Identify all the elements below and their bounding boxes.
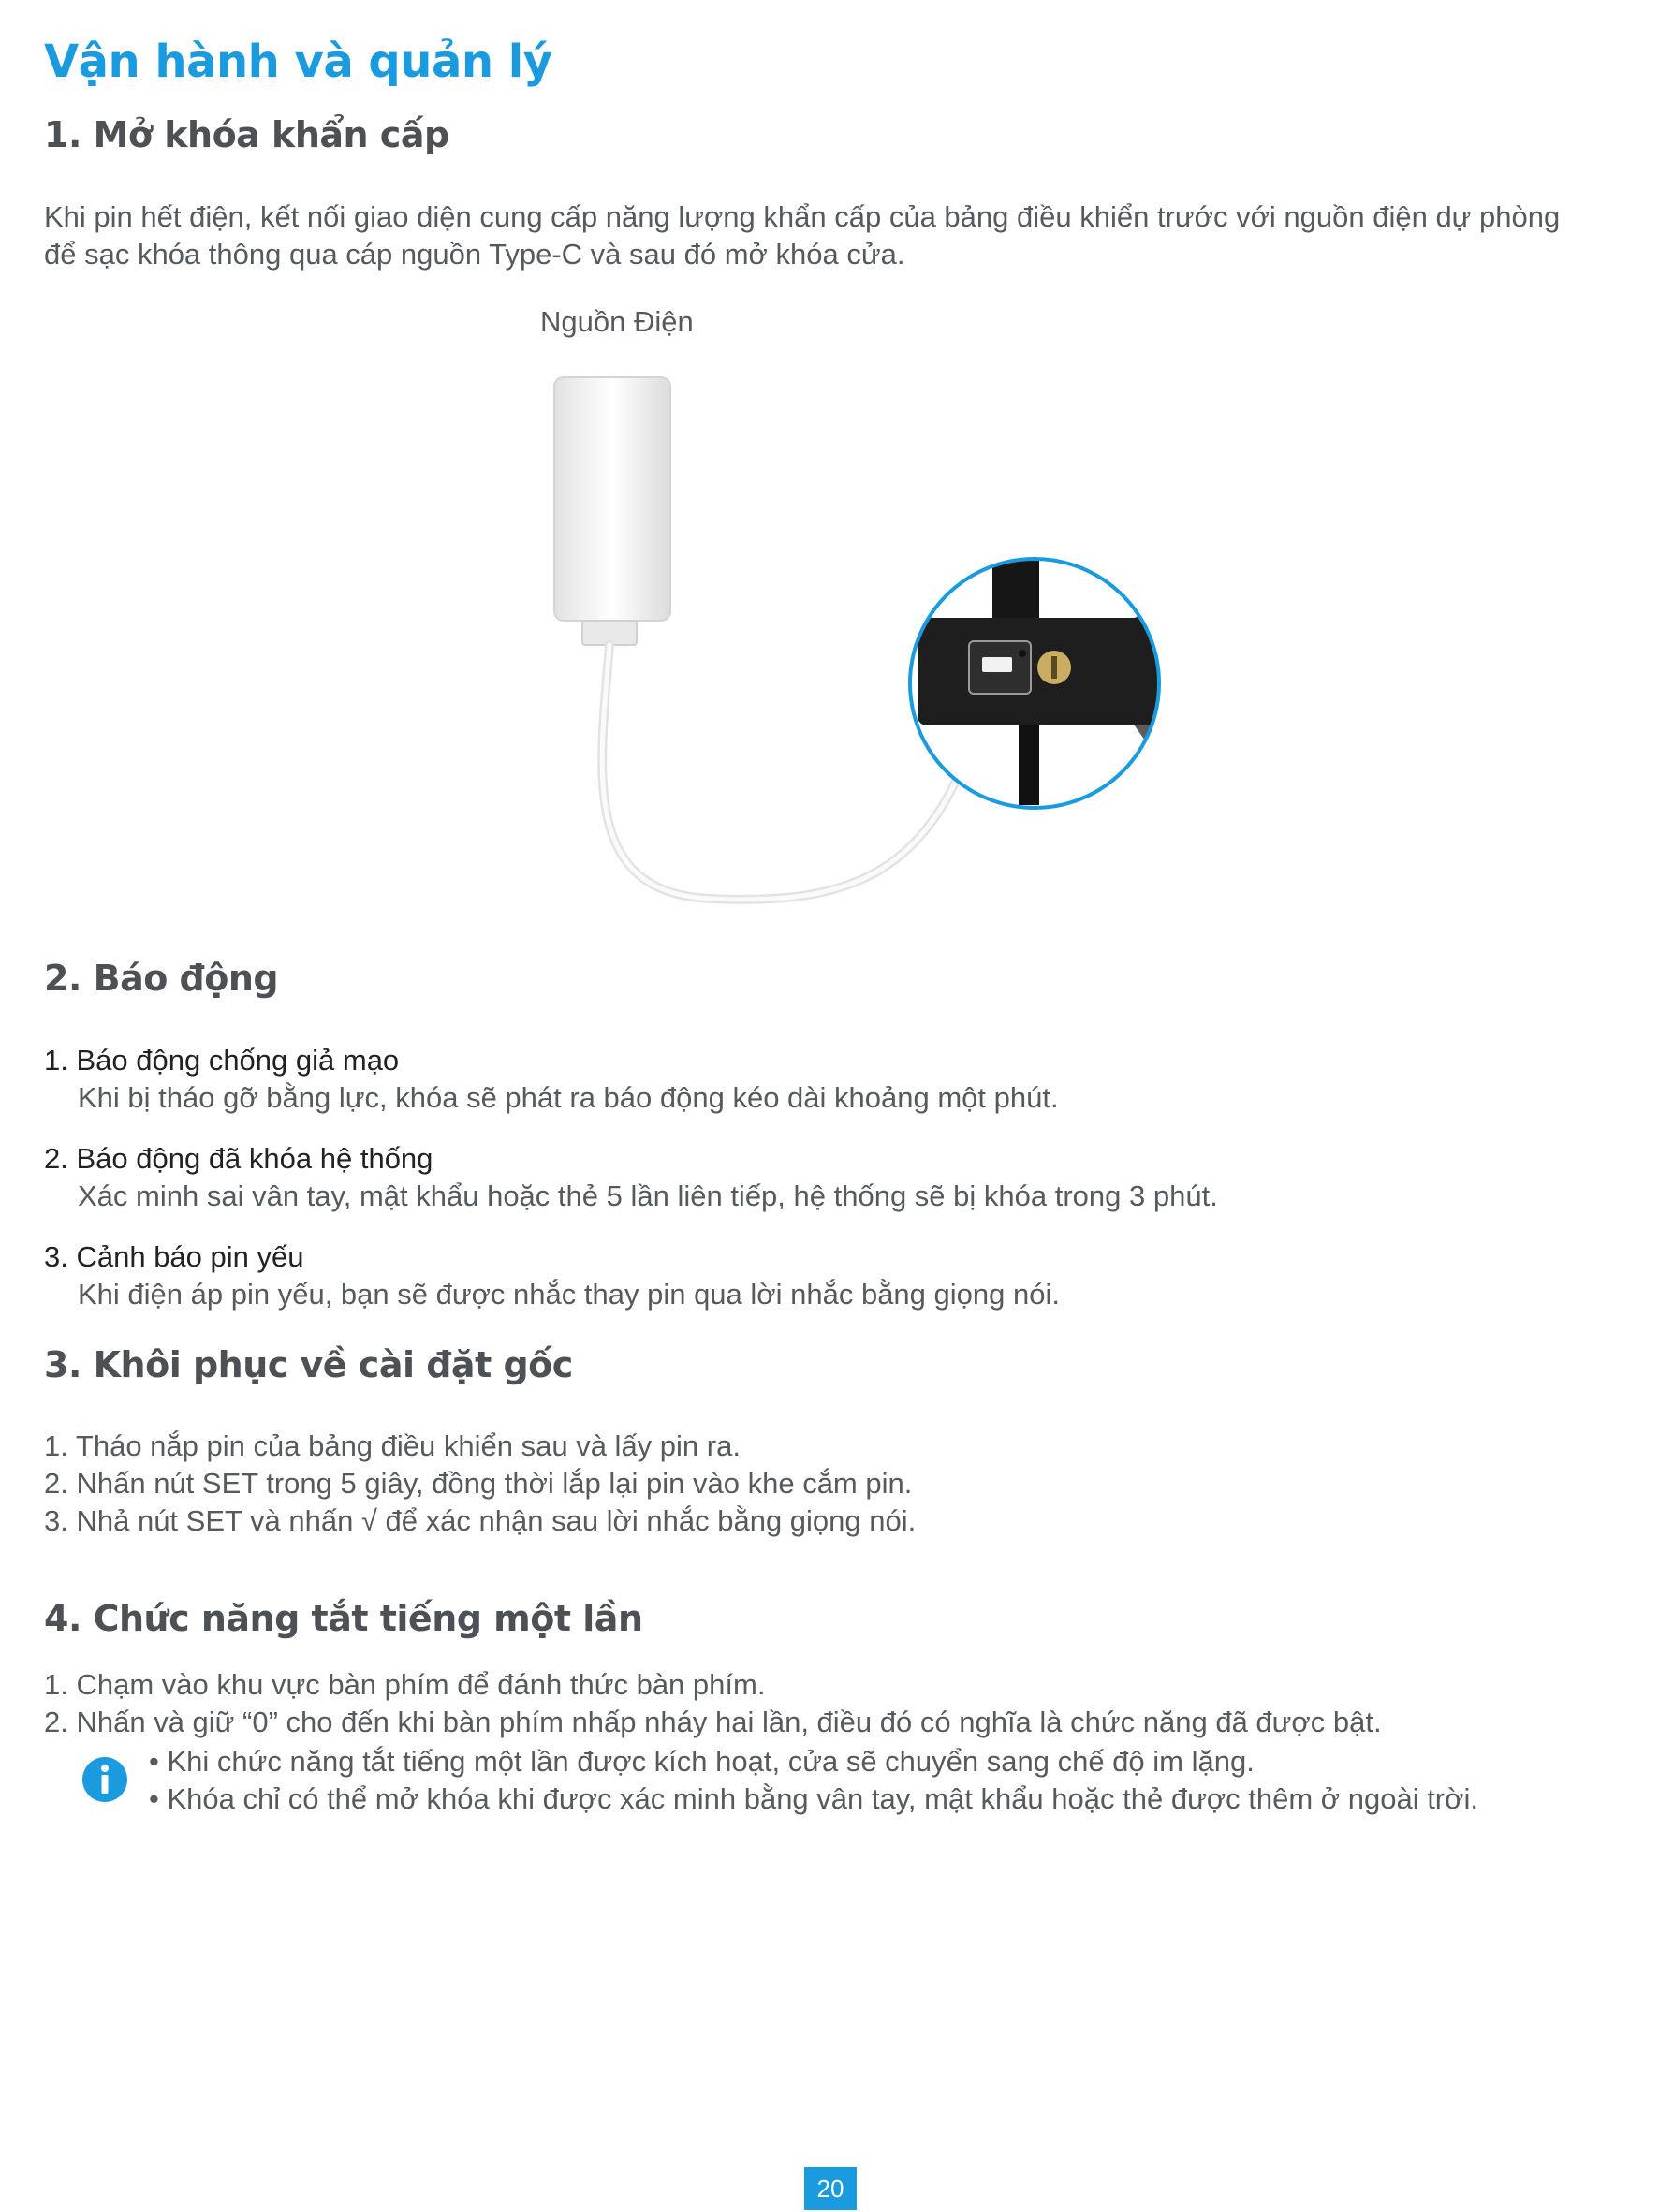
section-heading-emergency-unlock: 1. Mở khóa khẩn cấp — [44, 114, 449, 155]
alarm-item-desc: Xác minh sai vân tay, mật khẩu hoặc thẻ 5 lần liên tiếp, hệ thống sẽ bị khóa trong 3 phút. — [78, 1179, 1218, 1212]
reset-step: 3. Nhả nút SET và nhấn √ để xác nhận sau lời nhắc bằng giọng nói. — [44, 1504, 917, 1537]
alarm-item-desc: Khi điện áp pin yếu, bạn sẽ được nhắc thay pin qua lời nhắc bằng giọng nói. — [78, 1278, 1060, 1311]
note-item: • Khóa chỉ có thể mở khóa khi được xác minh bằng vân tay, mật khẩu hoặc thẻ được thêm ở ngoài trời. — [149, 1782, 1478, 1815]
section-heading-one-time-mute: 4. Chức năng tắt tiếng một lần — [44, 1598, 643, 1639]
power-bank-image — [554, 377, 670, 645]
section-heading-alarm: 2. Báo động — [44, 958, 279, 999]
info-icon — [81, 1756, 128, 1803]
alarm-item-title: 1. Báo động chống giả mạo — [44, 1044, 400, 1077]
note-list — [149, 1743, 1478, 1818]
mute-step: 2. Nhấn và giữ “0” cho đến khi bàn phím nhấp nháy hai lần, điều đó có nghĩa là chức năng đã được bật. — [44, 1706, 1382, 1738]
alarm-item-title: 2. Báo động đã khóa hệ thống — [44, 1142, 433, 1175]
lock-port-closeup — [910, 552, 1180, 808]
info-note — [81, 1743, 1579, 1837]
reset-step: 2. Nhấn nút SET trong 5 giây, đồng thời lắp lại pin vào khe cắm pin. — [44, 1467, 913, 1500]
section-heading-factory-reset: 3. Khôi phục về cài đặt gốc — [44, 1344, 573, 1385]
alarm-item-title: 3. Cảnh báo pin yếu — [44, 1240, 304, 1273]
note-item: • Khi chức năng tắt tiếng một lần được kích hoạt, cửa sẽ chuyển sang chế độ im lặng. — [149, 1745, 1255, 1778]
reset-step: 1. Tháo nắp pin của bảng điều khiển sau và lấy pin ra. — [44, 1429, 741, 1462]
paragraph-line: để sạc khóa thông qua cáp nguồn Type-C và sau đó mở khóa cửa. — [44, 238, 905, 271]
paragraph-line: Khi pin hết điện, kết nối giao diện cung cấp năng lượng khẩn cấp của bảng điều khiển trước với nguồn điện dự phòng — [44, 200, 1561, 233]
mute-step: 1. Chạm vào khu vực bàn phím để đánh thức bàn phím. — [44, 1668, 766, 1701]
alarm-item-desc: Khi bị tháo gỡ bằng lực, khóa sẽ phát ra báo động kéo dài khoảng một phút. — [78, 1081, 1059, 1114]
page-number: 20 — [804, 2167, 857, 2210]
emergency-power-illustration — [543, 370, 1180, 922]
page-title: Vận hành và quản lý — [44, 36, 552, 88]
figure-caption-power-source: Nguồn Điện — [540, 305, 694, 338]
